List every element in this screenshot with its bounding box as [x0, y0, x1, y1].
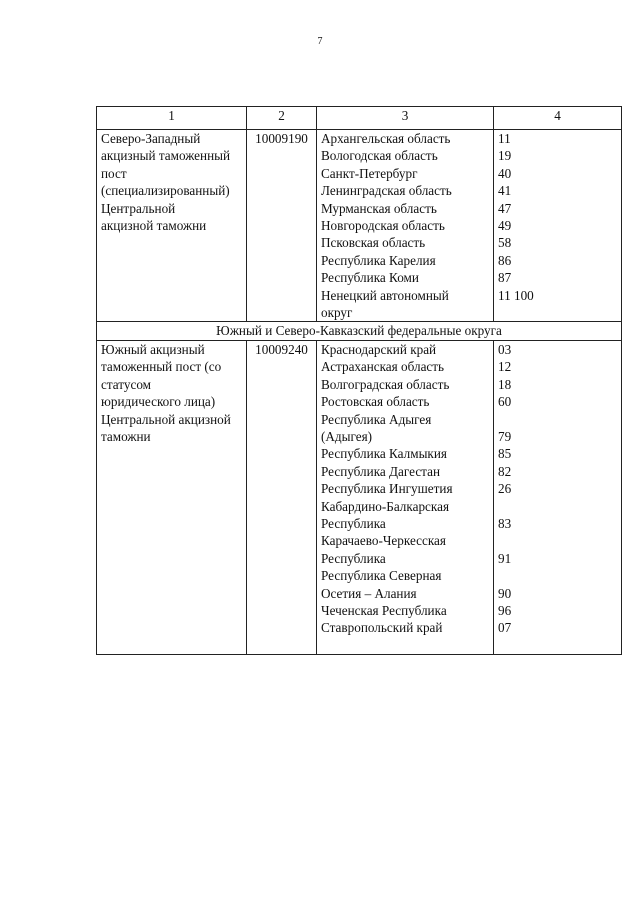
region-name: Ставропольский край	[321, 620, 443, 636]
post-name-line: Центральной	[101, 200, 176, 216]
region-name: Ненецкий автономный	[321, 287, 449, 303]
region-code: 82	[498, 463, 512, 479]
post-name-cell	[97, 340, 247, 654]
region-code: 83	[498, 515, 512, 531]
region-code	[498, 411, 617, 428]
region-code: 87	[498, 270, 512, 286]
region-code: 86	[498, 252, 512, 268]
region-name: Республика Коми	[321, 270, 419, 286]
region-name: Ленинградская область	[321, 183, 452, 199]
post-name-line: Южный акцизный	[101, 341, 205, 357]
post-code-cell: 10009190	[247, 130, 317, 322]
region-name: Новгородская область	[321, 218, 445, 234]
region-name: Республика	[321, 550, 386, 566]
post-name-cell	[97, 130, 247, 322]
post-name-line: пост	[101, 165, 127, 181]
region-code: 60	[498, 394, 512, 410]
post-name-line: акцизной таможни	[101, 218, 207, 234]
region-code: 40	[498, 165, 512, 181]
post-name-line: таможни	[101, 428, 151, 444]
region-name: Республика Ингушетия	[321, 481, 453, 497]
region-code: 49	[498, 218, 512, 234]
region-code: 11 100	[498, 287, 534, 303]
region-name: Волгоградская область	[321, 376, 450, 392]
post-name-line: юридического лица)	[101, 394, 216, 410]
region-code: 26	[498, 481, 512, 497]
region-name: Вологодская область	[321, 148, 438, 164]
region-code: 19	[498, 148, 512, 164]
region-name: Санкт-Петербург	[321, 165, 418, 181]
region-code: 03	[498, 341, 512, 357]
region-name: Республика Калмыкия	[321, 446, 447, 462]
customs-posts-table	[96, 106, 622, 655]
region-name: Чеченская Республика	[321, 602, 447, 618]
region-name: Ростовская область	[321, 394, 430, 410]
region-name: Республика Северная	[321, 568, 442, 584]
region-code	[498, 532, 617, 549]
table-row	[97, 340, 622, 654]
region-name: Карачаево-Черкесская	[321, 533, 446, 549]
header-col-4: 4	[494, 107, 622, 130]
region-code	[498, 304, 617, 321]
region-code: 90	[498, 585, 512, 601]
region-code: 79	[498, 428, 512, 444]
region-name: Республика	[321, 515, 386, 531]
post-name-line: Северо-Западный	[101, 131, 201, 146]
region-code: 47	[498, 200, 512, 216]
region-code: 18	[498, 376, 512, 392]
page-number: 7	[317, 36, 323, 47]
region-codes-cell	[494, 130, 622, 322]
region-code: 12	[498, 359, 512, 375]
region-name: Астраханская область	[321, 359, 445, 375]
header-col-2: 2	[247, 107, 317, 130]
region-name: Республика Карелия	[321, 252, 436, 268]
region-names-cell	[317, 130, 494, 322]
blank-line	[321, 637, 489, 654]
region-name: Псковская область	[321, 235, 426, 251]
region-code: 11	[498, 131, 511, 146]
post-name-line: статусом	[101, 376, 152, 392]
header-col-1: 1	[97, 107, 247, 130]
region-code	[498, 567, 617, 584]
region-code	[498, 498, 617, 515]
region-code: 96	[498, 602, 512, 618]
region-name: Мурманская область	[321, 200, 437, 216]
region-name: Кабардино-Балкарская	[321, 498, 450, 514]
region-code: 07	[498, 620, 512, 636]
region-code: 58	[498, 235, 512, 251]
post-name-line: таможенный пост (со	[101, 359, 222, 375]
region-name: Осетия – Алания	[321, 585, 417, 601]
region-code: 41	[498, 183, 512, 199]
region-name: (Адыгея)	[321, 428, 373, 444]
section-row	[97, 322, 622, 340]
region-name: Республика Адыгея	[321, 411, 432, 427]
region-name: Архангельская область	[321, 131, 451, 146]
region-name: Краснодарский край	[321, 341, 437, 357]
region-code: 85	[498, 446, 512, 462]
region-code: 91	[498, 550, 512, 566]
region-codes-cell	[494, 340, 622, 654]
section-title: Южный и Северо-Кавказский федеральные округа	[97, 322, 622, 340]
post-name-line: акцизный таможенный	[101, 148, 231, 164]
region-name: Республика Дагестан	[321, 463, 441, 479]
post-code-cell: 10009240	[247, 340, 317, 654]
region-names-cell	[317, 340, 494, 654]
table-header-row	[97, 107, 622, 130]
post-name-line: (специализированный)	[101, 183, 230, 199]
header-col-3: 3	[317, 107, 494, 130]
region-name: округ	[321, 305, 353, 321]
table-row	[97, 130, 622, 322]
post-name-line: Центральной акцизной	[101, 411, 231, 427]
